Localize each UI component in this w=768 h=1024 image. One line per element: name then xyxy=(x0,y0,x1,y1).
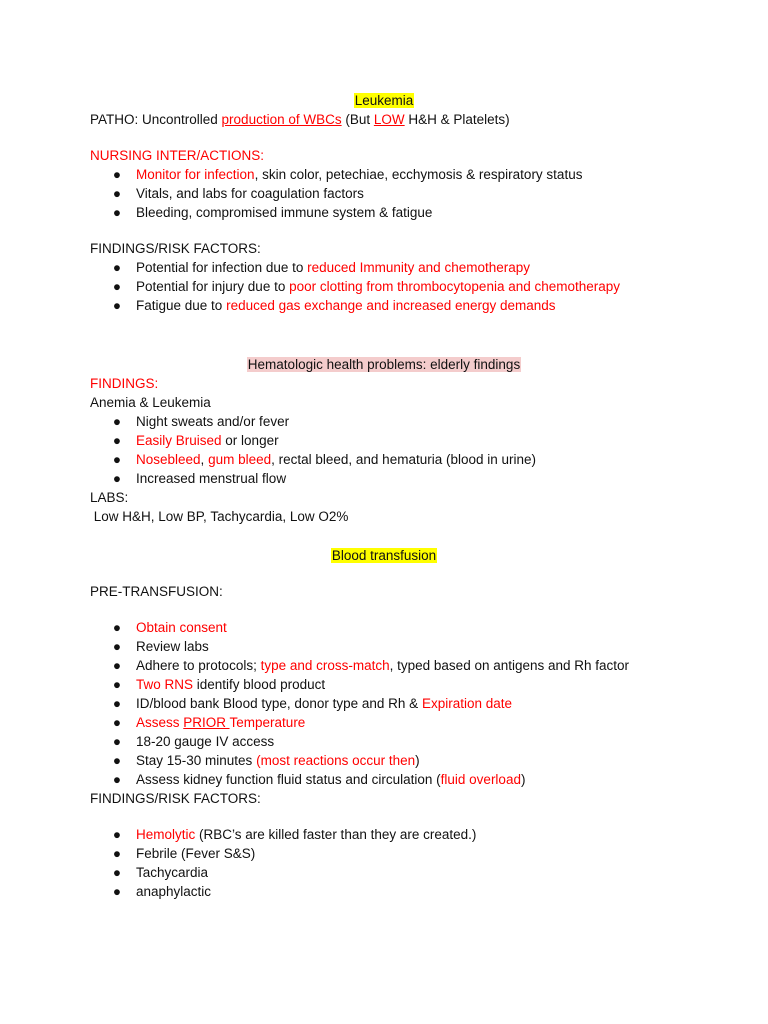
item-text: fluid overload xyxy=(440,772,521,787)
bullet-icon: ● xyxy=(112,884,122,899)
item-text: Hemolytic xyxy=(136,827,196,842)
bullet-icon: ● xyxy=(112,298,122,313)
bullet-icon: ● xyxy=(112,753,122,768)
list-item xyxy=(90,431,690,450)
bullet-icon: ● xyxy=(112,865,122,880)
list-item xyxy=(90,165,690,184)
list-item xyxy=(90,713,690,732)
leukemia-title: Leukemia xyxy=(354,93,414,108)
item-text: Assess xyxy=(136,715,184,730)
list-item xyxy=(90,770,690,789)
item-text: Night sweats and/or fever xyxy=(136,414,290,429)
labs-text: Low H&H, Low BP, Tachycardia, Low O2% xyxy=(90,509,349,524)
item-text: Tachycardia xyxy=(136,865,209,880)
list-item xyxy=(90,203,690,222)
list-item xyxy=(90,656,684,675)
item-text: gum bleed xyxy=(208,452,272,467)
list-item xyxy=(90,675,690,694)
list-item xyxy=(90,751,690,770)
bullet-icon: ● xyxy=(112,639,122,654)
item-text: PRIOR xyxy=(183,715,230,730)
patho-highlight: production of WBCs xyxy=(221,112,342,127)
bullet-icon: ● xyxy=(112,620,122,635)
list-item xyxy=(90,469,690,488)
list-item xyxy=(90,882,690,901)
item-text: Potential for injury due to xyxy=(136,279,290,294)
bullet-icon: ● xyxy=(112,696,122,711)
transfusion-findings-heading: FINDINGS/RISK FACTORS: xyxy=(90,791,261,806)
pre-transfusion-list xyxy=(90,618,690,789)
item-text: , skin color, petechiae, ecchymosis & respiratory status xyxy=(254,167,583,182)
transfusion-findings-list xyxy=(90,825,690,901)
list-item xyxy=(90,277,690,296)
item-text: Obtain consent xyxy=(136,620,227,635)
elderly-title: Hematologic health problems: elderly findings xyxy=(247,357,521,372)
leukemia-patho xyxy=(90,110,690,129)
findings-heading: FINDINGS/RISK FACTORS: xyxy=(90,241,261,256)
bullet-icon: ● xyxy=(112,260,122,275)
item-text: Review labs xyxy=(136,639,209,654)
patho-text: PATHO: Uncontrolled xyxy=(90,112,222,127)
elderly-subheading: Anemia & Leukemia xyxy=(90,395,211,410)
bullet-icon: ● xyxy=(112,414,122,429)
bullet-icon: ● xyxy=(112,772,122,787)
item-text: , typed based on antigens and Rh factor xyxy=(389,658,630,673)
item-text: ) xyxy=(415,753,420,768)
item-text: Expiration date xyxy=(421,696,513,711)
bullet-icon: ● xyxy=(112,471,122,486)
transfusion-title: Blood transfusion xyxy=(331,548,437,563)
bullet-icon: ● xyxy=(112,205,122,220)
item-text: Febrile (Fever S&S) xyxy=(136,846,256,861)
findings-list xyxy=(90,258,690,315)
list-item xyxy=(90,844,690,863)
patho-text: H&H & Platelets) xyxy=(404,112,510,127)
patho-low: LOW xyxy=(373,112,405,127)
bullet-icon: ● xyxy=(112,677,122,692)
item-text: (RBC’s are killed faster than they are created.) xyxy=(195,827,477,842)
item-text: type and cross-match xyxy=(260,658,390,673)
item-text: Stay 15-30 minutes xyxy=(136,753,257,768)
patho-text: (But xyxy=(341,112,374,127)
item-text: Fatigue due to xyxy=(136,298,227,313)
elderly-title-row xyxy=(90,355,678,374)
item-text: ID/blood bank Blood type, donor type and Rh & xyxy=(136,696,422,711)
pre-transfusion-heading: PRE-TRANSFUSION: xyxy=(90,584,223,599)
item-text: reduced Immunity and chemotherapy xyxy=(307,260,530,275)
list-item xyxy=(90,825,690,844)
item-text: Bleeding, compromised immune system & fatigue xyxy=(136,205,433,220)
bullet-icon: ● xyxy=(112,846,122,861)
bullet-icon: ● xyxy=(112,186,122,201)
nursing-heading: NURSING INTER/ACTIONS: xyxy=(90,148,265,163)
list-item xyxy=(90,694,690,713)
item-text: Adhere to protocols; xyxy=(136,658,261,673)
bullet-icon: ● xyxy=(112,452,122,467)
elderly-findings-heading: FINDINGS: xyxy=(90,376,159,391)
bullet-icon: ● xyxy=(112,433,122,448)
item-text: Potential for infection due to xyxy=(136,260,308,275)
leukemia-title-row xyxy=(90,91,678,110)
list-item xyxy=(90,184,690,203)
item-text: identify blood product xyxy=(193,677,326,692)
item-text: anaphylactic xyxy=(136,884,212,899)
list-item xyxy=(90,412,690,431)
item-text: Easily Bruised xyxy=(136,433,222,448)
document-page xyxy=(90,91,690,901)
item-text: 18-20 gauge IV access xyxy=(136,734,275,749)
bullet-icon: ● xyxy=(112,279,122,294)
bullet-icon: ● xyxy=(112,734,122,749)
bullet-icon: ● xyxy=(112,715,122,730)
elderly-list xyxy=(90,412,690,488)
list-item xyxy=(90,450,690,469)
item-text: Two RNS xyxy=(136,677,194,692)
list-item xyxy=(90,296,690,315)
list-item xyxy=(90,618,690,637)
bullet-icon: ● xyxy=(112,167,122,182)
item-text: Increased menstrual flow xyxy=(136,471,287,486)
item-text: Vitals, and labs for coagulation factors xyxy=(136,186,364,201)
bullet-icon: ● xyxy=(112,658,122,673)
item-text: ) xyxy=(520,772,526,787)
nursing-list xyxy=(90,165,690,222)
labs-heading: LABS: xyxy=(90,490,129,505)
item-text: , rectal bleed, and hematuria (blood in urine) xyxy=(271,452,537,467)
item-text: poor clotting from thrombocytopenia and chemotherapy xyxy=(289,279,621,294)
item-text: , xyxy=(200,452,209,467)
list-item xyxy=(90,732,690,751)
item-text: Assess kidney function fluid status and circulation ( xyxy=(136,772,441,787)
list-item xyxy=(90,637,690,656)
transfusion-title-row xyxy=(90,546,678,565)
item-text: (most reactions occur then xyxy=(256,753,416,768)
list-item xyxy=(90,258,690,277)
item-text: Monitor for infection xyxy=(136,167,255,182)
item-text: Temperature xyxy=(229,715,306,730)
bullet-icon: ● xyxy=(112,827,122,842)
item-text: reduced gas exchange and increased energy demands xyxy=(226,298,556,313)
item-text: or longer xyxy=(221,433,279,448)
item-text: Nosebleed xyxy=(136,452,201,467)
list-item xyxy=(90,863,690,882)
